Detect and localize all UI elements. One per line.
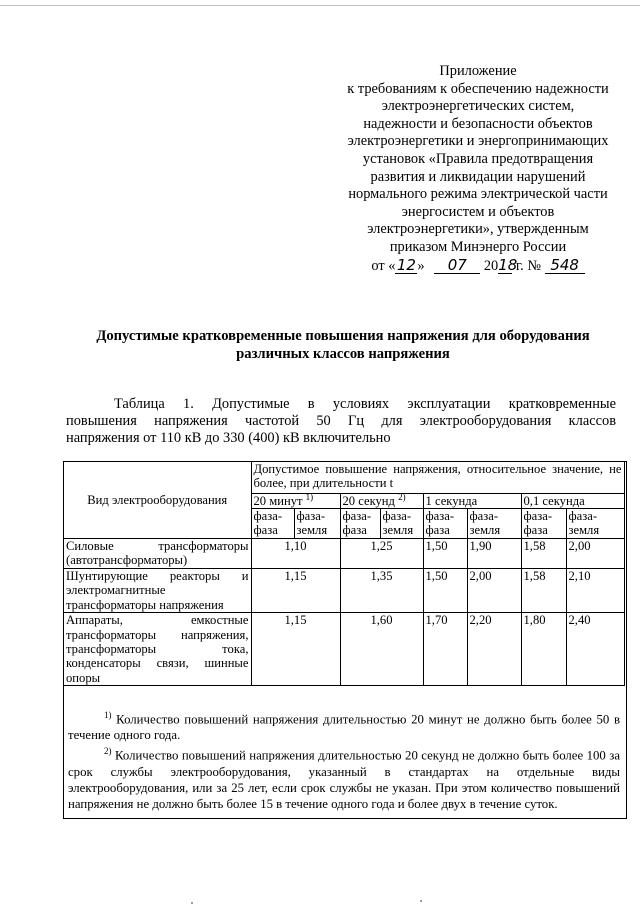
order-year-suffix: 18 <box>498 255 518 274</box>
duration-header: 20 минут $^{1)}$ <box>251 493 340 508</box>
sub-header-phase-phase: фаза-фаза <box>521 508 566 538</box>
scan-top-edge <box>0 5 640 6</box>
sub-header-phase-ground: фаза-земля <box>566 508 624 538</box>
table-frame <box>63 461 627 819</box>
order-year-prefix: 20 <box>483 257 499 274</box>
group-header: Допустимое повышение напряжения, относительное значение, не более, при длительности t <box>251 462 624 493</box>
order-month: 07 <box>434 258 480 274</box>
value-cell: 1,70 <box>423 613 467 686</box>
order-number: 548 <box>545 258 585 274</box>
appendix-block <box>328 63 628 275</box>
value-cell: 1,60 <box>340 613 423 686</box>
value-cell: 1,50 <box>423 538 467 568</box>
value-cell: 1,50 <box>423 568 467 612</box>
table-notes <box>68 707 620 812</box>
appendix-line: приказом Минэнерго России <box>389 238 567 255</box>
value-cell: 1,35 <box>340 568 423 612</box>
table-row <box>64 568 624 612</box>
note-1: $^{1)}$ Количество повышений напряжения длительностью 20 минут не должно быть более 50 в течение одного года. <box>68 710 620 743</box>
table-row <box>64 613 624 686</box>
appendix-line: электроэнергетики», утвержденным <box>367 221 589 238</box>
equipment-name: Аппараты, емкостные трансформаторы напряжения, трансформаторы тока, конденсаторы связи, шинные опоры <box>64 613 251 686</box>
order-prefix: от « <box>371 257 396 274</box>
appendix-line: надежности и безопасности объектов <box>363 115 593 132</box>
caption-line: повышения напряжения частотой 50 Гц для электрооборудования классов <box>66 413 616 430</box>
equipment-name: Силовые трансформаторы (автотрансформаторы) <box>64 538 251 568</box>
appendix-line: Приложение <box>439 63 517 79</box>
sub-header-phase-phase: фаза-фаза <box>423 508 467 538</box>
scan-speck <box>191 902 193 904</box>
document-title <box>60 327 626 363</box>
order-line <box>328 255 628 276</box>
order-year-word: г. № <box>515 257 542 274</box>
title-line: различных классов напряжения <box>236 346 450 362</box>
value-cell: 1,15 <box>251 568 340 612</box>
sub-header-phase-ground: фаза-земля <box>380 508 423 538</box>
overvoltage-table <box>64 462 625 686</box>
value-cell: 1,90 <box>467 538 521 568</box>
sub-header-phase-ground: фаза-земля <box>467 508 521 538</box>
appendix-line: электроэнергетики и энергопринимающих <box>347 133 609 150</box>
duration-header: 0,1 секунда <box>521 493 624 508</box>
caption-line: напряжения от 110 кВ до 330 (400) кВ включительно <box>66 430 391 447</box>
value-cell: 1,15 <box>251 613 340 686</box>
appendix-line: электроэнергетических систем, <box>381 98 575 115</box>
value-cell: 2,40 <box>566 613 624 686</box>
sub-header-phase-phase: фаза-фаза <box>340 508 380 538</box>
duration-header: 20 секунд $^{2)}$ <box>340 493 423 508</box>
sub-header-phase-phase: фаза-фаза <box>251 508 294 538</box>
table-row <box>64 538 624 568</box>
value-cell: 2,10 <box>566 568 624 612</box>
duration-header: 1 секунда <box>423 493 521 508</box>
caption-line: Таблица 1. Допустимые в условиях эксплуатации кратковременные <box>114 396 616 412</box>
table-caption <box>66 396 616 448</box>
value-cell: 1,25 <box>340 538 423 568</box>
value-cell: 2,00 <box>467 568 521 612</box>
value-cell: 2,20 <box>467 613 521 686</box>
appendix-line: к требованиям к обеспечению надежности <box>347 80 609 97</box>
note-2: $^{2)}$ Количество повышений напряжения длительностью 20 секунд не должно быть более 100 за срок службы электрооборудования, указанный в стандартах на отдельные виды электрооборудования, или за 25 лет, если срок службы не указан. При этом количество повышений напряжения не должно быть более 15 в течение одного года и более двух в течение суток. <box>68 746 620 811</box>
appendix-line: установок «Правила предотвращения <box>362 150 594 167</box>
title-line: Допустимые кратковременные повышения напряжения для оборудования <box>96 328 590 344</box>
equipment-name: Шунтирующие реакторы и электромагнитные трансформаторы напряжения <box>64 568 251 612</box>
value-cell: 1,80 <box>521 613 566 686</box>
value-cell: 1,58 <box>521 538 566 568</box>
equipment-header: Вид электрооборудования <box>64 462 251 538</box>
order-day: 12 <box>396 255 416 274</box>
value-cell: 2,00 <box>566 538 624 568</box>
value-cell: 1,10 <box>251 538 340 568</box>
appendix-line: нормального режима электрической части <box>348 186 608 203</box>
scan-speck <box>420 900 422 902</box>
sub-header-phase-ground: фаза-земля <box>294 508 340 538</box>
order-close: » <box>417 257 425 274</box>
value-cell: 1,58 <box>521 568 566 612</box>
appendix-line: развития и ликвидации нарушений <box>370 168 586 185</box>
appendix-line: энергосистем и объектов <box>401 203 555 220</box>
